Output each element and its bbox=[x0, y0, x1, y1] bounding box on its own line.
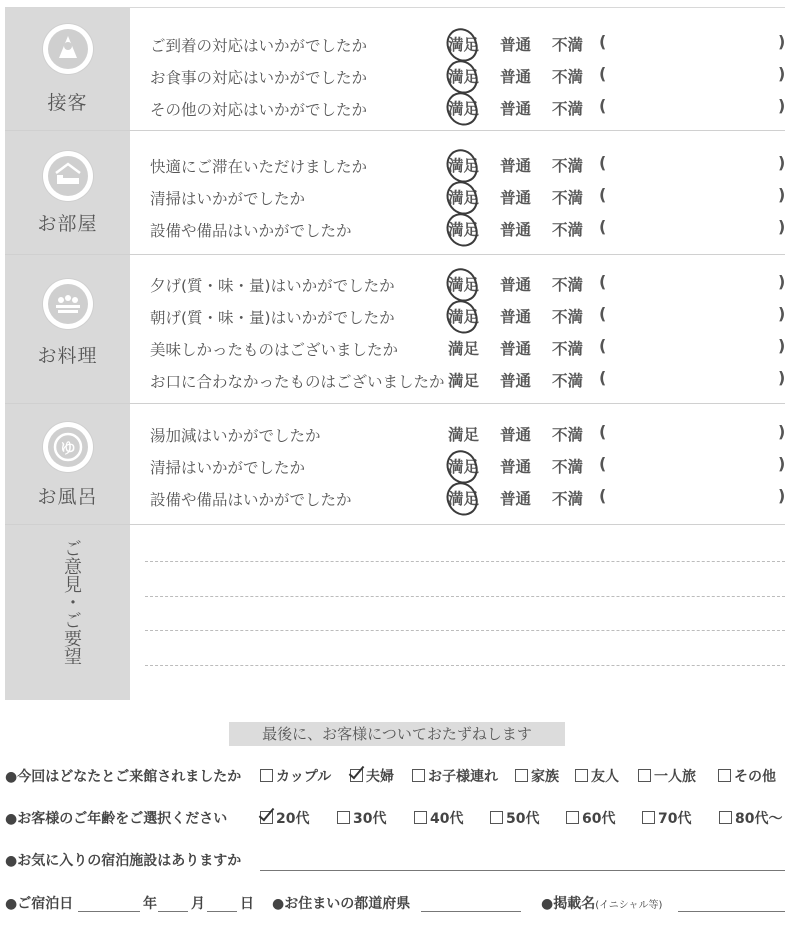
section-label-panel bbox=[5, 404, 130, 524]
option-unsatisfied[interactable]: 不満 bbox=[552, 221, 584, 239]
option-satisfied[interactable]: 満足 bbox=[448, 100, 480, 118]
option-normal[interactable]: 普通 bbox=[500, 490, 532, 508]
section-label-panel bbox=[5, 131, 130, 254]
checkbox[interactable] bbox=[515, 769, 528, 782]
age-question: ●お客様のご年齢をご選択ください bbox=[5, 811, 228, 827]
section-2 bbox=[5, 255, 785, 404]
comment-paren-open: ( bbox=[599, 32, 607, 51]
service-person-icon bbox=[43, 24, 93, 74]
opinion-line[interactable] bbox=[145, 561, 785, 562]
checkbox[interactable] bbox=[260, 811, 273, 824]
option-satisfied[interactable]: 満足 bbox=[448, 276, 480, 294]
companion-option[interactable] bbox=[515, 766, 559, 786]
option-normal[interactable]: 普通 bbox=[500, 308, 532, 326]
section-name: お風呂 bbox=[37, 486, 98, 508]
comment-paren-close: ) bbox=[778, 64, 786, 83]
option-satisfied[interactable]: 満足 bbox=[448, 308, 480, 326]
question-row bbox=[150, 272, 790, 300]
opinion-title: ご意見・ご要望 bbox=[61, 539, 82, 665]
comment-paren-open: ( bbox=[599, 486, 607, 505]
option-satisfied[interactable]: 満足 bbox=[448, 490, 480, 508]
room-bed-icon bbox=[43, 151, 93, 201]
comment-paren-open: ( bbox=[599, 185, 607, 204]
section-name: お料理 bbox=[37, 345, 98, 367]
companion-option[interactable] bbox=[412, 766, 498, 786]
comment-paren-close: ) bbox=[778, 336, 786, 355]
opinion-line[interactable] bbox=[145, 630, 785, 631]
favorite-question: ●お気に入りの宿泊施設はありますか bbox=[5, 853, 242, 869]
stay-month-line[interactable] bbox=[158, 911, 188, 912]
companion-option[interactable] bbox=[575, 766, 619, 786]
option-satisfied[interactable]: 満足 bbox=[448, 426, 480, 444]
option-label: 80代〜 bbox=[735, 811, 783, 827]
option-normal[interactable]: 普通 bbox=[500, 458, 532, 476]
svg-text:ゆ: ゆ bbox=[60, 439, 76, 457]
comment-paren-close: ) bbox=[778, 422, 786, 441]
checkbox[interactable] bbox=[719, 811, 732, 824]
question-row bbox=[150, 64, 790, 92]
handwritten-circle-mark bbox=[442, 296, 481, 338]
option-normal[interactable]: 普通 bbox=[500, 189, 532, 207]
option-unsatisfied[interactable]: 不満 bbox=[552, 68, 584, 86]
checkbox[interactable] bbox=[412, 769, 425, 782]
option-unsatisfied[interactable]: 不満 bbox=[552, 490, 584, 508]
option-unsatisfied[interactable]: 不満 bbox=[552, 458, 584, 476]
prefecture-label: ●お住まいの都道府県 bbox=[272, 896, 411, 912]
question-text: お口に合わなかったものはございましたか bbox=[150, 373, 445, 391]
cuisine-dish-icon bbox=[43, 279, 93, 329]
option-label: 50代 bbox=[506, 811, 540, 827]
favorite-answer-line[interactable] bbox=[260, 870, 785, 871]
age-option[interactable] bbox=[490, 808, 539, 828]
comment-paren-close: ) bbox=[778, 304, 786, 323]
option-normal[interactable]: 普通 bbox=[500, 221, 532, 239]
companion-option[interactable] bbox=[638, 766, 696, 786]
companion-question: ●今回はどなたとご来館されましたか bbox=[5, 769, 242, 785]
comment-paren-close: ) bbox=[778, 217, 786, 236]
option-label: その他 bbox=[734, 769, 776, 785]
comment-paren-open: ( bbox=[599, 454, 607, 473]
option-label: カップル bbox=[276, 769, 332, 785]
companion-option[interactable] bbox=[718, 766, 776, 786]
option-normal[interactable]: 普通 bbox=[500, 426, 532, 444]
stay-date-label: ●ご宿泊日 bbox=[5, 896, 74, 912]
comment-paren-open: ( bbox=[599, 336, 607, 355]
section-label-panel bbox=[5, 255, 130, 403]
check-mark-icon bbox=[349, 763, 365, 780]
checkbox[interactable] bbox=[642, 811, 655, 824]
option-normal[interactable]: 普通 bbox=[500, 100, 532, 118]
comment-paren-close: ) bbox=[778, 96, 786, 115]
comment-paren-open: ( bbox=[599, 96, 607, 115]
question-text: 清掃はいかがでしたか bbox=[150, 459, 306, 477]
question-row bbox=[150, 486, 790, 514]
age-option[interactable] bbox=[566, 808, 615, 828]
question-text: お食事の対応はいかがでしたか bbox=[150, 69, 368, 87]
option-label: 70代 bbox=[658, 811, 692, 827]
option-unsatisfied[interactable]: 不満 bbox=[552, 340, 584, 358]
year-label: 年 bbox=[143, 896, 157, 912]
comment-paren-close: ) bbox=[778, 272, 786, 291]
month-label: 月 bbox=[191, 896, 205, 912]
option-normal[interactable]: 普通 bbox=[500, 157, 532, 175]
opinion-label-panel bbox=[5, 525, 130, 700]
opinion-line[interactable] bbox=[145, 596, 785, 597]
comment-paren-open: ( bbox=[599, 368, 607, 387]
section-3 bbox=[5, 404, 785, 525]
question-row bbox=[150, 454, 790, 482]
question-row bbox=[150, 336, 790, 364]
age-option[interactable] bbox=[642, 808, 691, 828]
question-text: 設備や備品はいかがでしたか bbox=[150, 222, 352, 240]
question-row bbox=[150, 153, 790, 181]
checkbox[interactable] bbox=[260, 769, 273, 782]
question-text: 清掃はいかがでしたか bbox=[150, 190, 306, 208]
option-unsatisfied[interactable]: 不満 bbox=[552, 100, 584, 118]
age-option[interactable] bbox=[260, 808, 309, 828]
option-satisfied[interactable]: 満足 bbox=[448, 221, 480, 239]
companion-option[interactable] bbox=[260, 766, 331, 786]
question-text: 快適にご滞在いただけましたか bbox=[150, 158, 368, 176]
opinion-section bbox=[5, 525, 785, 700]
comment-paren-close: ) bbox=[778, 153, 786, 172]
option-label: 一人旅 bbox=[654, 769, 696, 785]
comment-paren-close: ) bbox=[778, 486, 786, 505]
option-unsatisfied[interactable]: 不満 bbox=[552, 308, 584, 326]
option-label: 20代 bbox=[276, 811, 310, 827]
question-text: 湯加減はいかがでしたか bbox=[150, 427, 321, 445]
companion-option[interactable] bbox=[350, 766, 394, 786]
checkbox[interactable] bbox=[638, 769, 651, 782]
question-text: 朝げ(質・味・量)はいかがでしたか bbox=[150, 309, 395, 327]
comment-paren-close: ) bbox=[778, 32, 786, 51]
question-text: 美味しかったものはございましたか bbox=[150, 341, 399, 359]
opinion-line[interactable] bbox=[145, 665, 785, 666]
option-normal[interactable]: 普通 bbox=[500, 372, 532, 390]
publish-name-label bbox=[541, 893, 662, 913]
comment-paren-open: ( bbox=[599, 153, 607, 172]
final-banner: 最後に、お客様についておたずねします bbox=[229, 722, 565, 746]
checkbox[interactable] bbox=[337, 811, 350, 824]
question-text: 設備や備品はいかがでしたか bbox=[150, 491, 352, 509]
question-text: ご到着の対応はいかがでしたか bbox=[150, 37, 368, 55]
question-row bbox=[150, 32, 790, 60]
option-satisfied[interactable]: 満足 bbox=[448, 340, 480, 358]
stay-year-line[interactable] bbox=[78, 911, 140, 912]
question-row bbox=[150, 304, 790, 332]
comment-paren-open: ( bbox=[599, 422, 607, 441]
option-satisfied[interactable]: 満足 bbox=[448, 189, 480, 207]
question-row bbox=[150, 185, 790, 213]
stay-day-line[interactable] bbox=[207, 911, 237, 912]
check-mark-icon bbox=[259, 805, 275, 822]
option-satisfied[interactable]: 満足 bbox=[448, 458, 480, 476]
comment-paren-open: ( bbox=[599, 304, 607, 323]
hot-spring-yu-icon bbox=[43, 422, 93, 472]
question-row bbox=[150, 96, 790, 124]
publish-name-line[interactable] bbox=[678, 911, 785, 912]
option-unsatisfied[interactable]: 不満 bbox=[552, 157, 584, 175]
option-satisfied[interactable]: 満足 bbox=[448, 372, 480, 390]
section-name: 接客 bbox=[47, 92, 88, 114]
publish-label-text: ●掲載名 bbox=[541, 896, 596, 912]
option-unsatisfied[interactable]: 不満 bbox=[552, 276, 584, 294]
comment-paren-close: ) bbox=[778, 185, 786, 204]
checkbox[interactable] bbox=[414, 811, 427, 824]
section-0 bbox=[5, 8, 785, 131]
checkbox[interactable] bbox=[490, 811, 503, 824]
section-1 bbox=[5, 131, 785, 255]
checkbox[interactable] bbox=[566, 811, 579, 824]
day-label: 日 bbox=[240, 896, 254, 912]
comment-paren-close: ) bbox=[778, 368, 786, 387]
age-option[interactable] bbox=[337, 808, 386, 828]
option-unsatisfied[interactable]: 不満 bbox=[552, 36, 584, 54]
option-label: 家族 bbox=[531, 769, 559, 785]
checkbox[interactable] bbox=[350, 769, 363, 782]
question-row bbox=[150, 422, 790, 450]
option-normal[interactable]: 普通 bbox=[500, 340, 532, 358]
age-option[interactable] bbox=[414, 808, 463, 828]
publish-note: (イニシャル等) bbox=[595, 900, 663, 911]
handwritten-circle-mark bbox=[442, 478, 481, 520]
option-normal[interactable]: 普通 bbox=[500, 68, 532, 86]
comment-paren-open: ( bbox=[599, 217, 607, 236]
question-row bbox=[150, 368, 790, 396]
section-label-panel bbox=[5, 8, 130, 130]
option-normal[interactable]: 普通 bbox=[500, 276, 532, 294]
handwritten-circle-mark bbox=[442, 88, 481, 130]
option-unsatisfied[interactable]: 不満 bbox=[552, 189, 584, 207]
age-option[interactable] bbox=[719, 808, 782, 828]
option-label: 友人 bbox=[591, 769, 619, 785]
option-label: 夫婦 bbox=[366, 769, 394, 785]
option-unsatisfied[interactable]: 不満 bbox=[552, 426, 584, 444]
checkbox[interactable] bbox=[575, 769, 588, 782]
option-label: 30代 bbox=[353, 811, 387, 827]
option-label: 60代 bbox=[582, 811, 616, 827]
option-satisfied[interactable]: 満足 bbox=[448, 68, 480, 86]
prefecture-answer-line[interactable] bbox=[421, 911, 521, 912]
comment-paren-open: ( bbox=[599, 272, 607, 291]
option-satisfied[interactable]: 満足 bbox=[448, 36, 480, 54]
section-name: お部屋 bbox=[37, 213, 98, 235]
comment-paren-close: ) bbox=[778, 454, 786, 473]
option-label: 40代 bbox=[430, 811, 464, 827]
option-label: お子様連れ bbox=[428, 769, 498, 785]
option-normal[interactable]: 普通 bbox=[500, 36, 532, 54]
checkbox[interactable] bbox=[718, 769, 731, 782]
handwritten-circle-mark bbox=[442, 209, 481, 251]
question-row bbox=[150, 217, 790, 245]
question-text: その他の対応はいかがでしたか bbox=[150, 101, 368, 119]
option-unsatisfied[interactable]: 不満 bbox=[552, 372, 584, 390]
option-satisfied[interactable]: 満足 bbox=[448, 157, 480, 175]
comment-paren-open: ( bbox=[599, 64, 607, 83]
question-text: 夕げ(質・味・量)はいかがでしたか bbox=[150, 277, 395, 295]
